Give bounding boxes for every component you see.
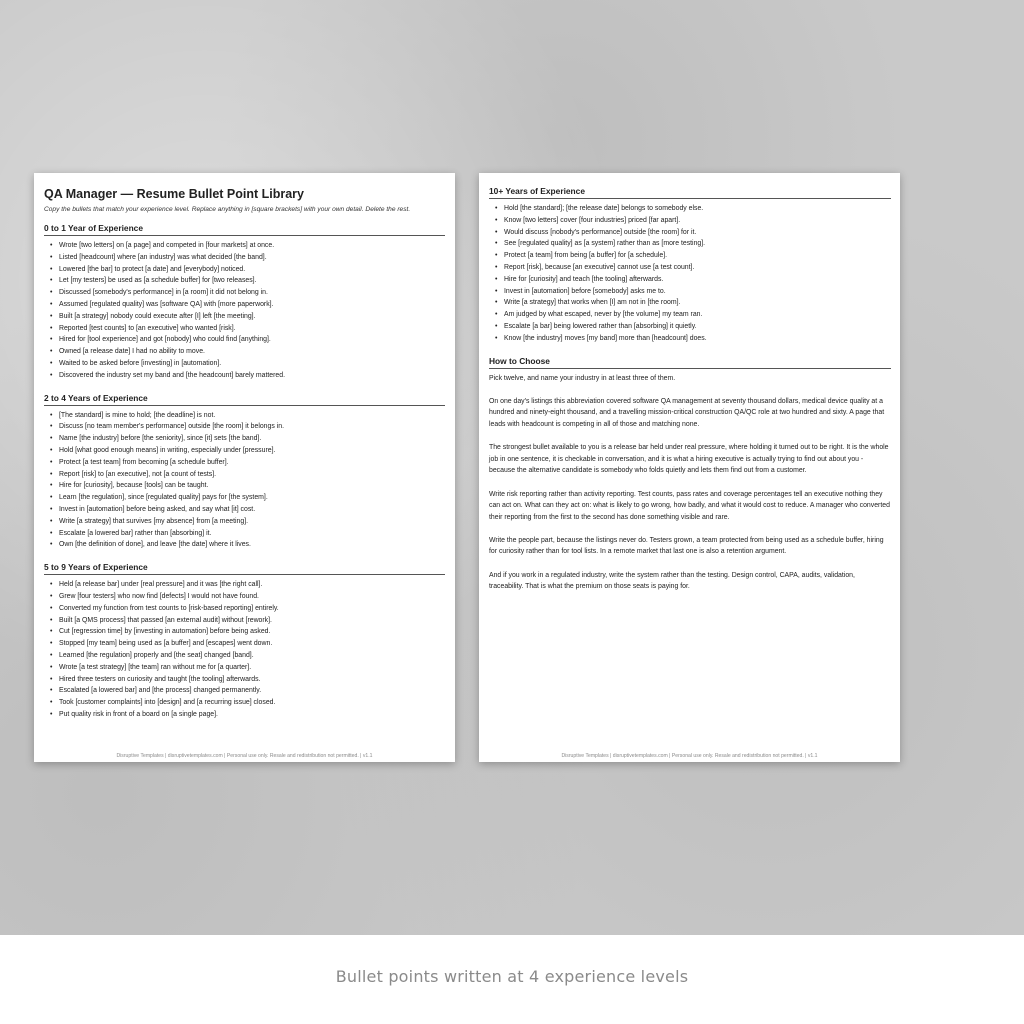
document-instructions: Copy the bullets that match your experience level. Replace anything in [square brackets] with your own detail. Delete the rest. (44, 206, 411, 213)
bullet-item: • Report [risk], because [an executive] cannot use [a test count]. (495, 262, 891, 274)
bullet-item: • Grew [four testers] who now find [defects] I would not have found. (50, 591, 445, 603)
page-footer: Disruptive Templates | disruptivetemplates.com | Personal use only. Resale and redistribution not permitted. | v1.1 (561, 753, 818, 759)
bullet-item: • Hire for [curiosity], because [tools] can be taught. (50, 480, 445, 492)
bullet-item: • Reported [test counts] to [an executive] who wanted [risk]. (50, 323, 445, 335)
section-heading-10-plus-years: 10+ Years of Experience (489, 186, 891, 199)
bullet-item: • Put quality risk in front of a board on [a single page]. (50, 709, 445, 721)
bullet-item: • Assumed [regulated quality] was [software QA] with [more paperwork]. (50, 299, 445, 311)
bullet-item: • Own [the definition of done], and leave [the date] where it lives. (50, 539, 445, 551)
guidance-paragraph: On one day's listings this abbreviation covered software QA management at seventy thousand dollars, medical device quality at a hundred and ninety-eight thousand, and a travelling mission-critical construction QA/QC role at two hundred and sixty. A page that leads with headcount is competing in all of those and matching none. (489, 397, 885, 428)
bullet-item: • Discuss [no team member's performance] outside [the room] it belongs in. (50, 421, 445, 433)
guidance-paragraph: Write risk reporting rather than activity reporting. Test counts, pass rates and coverage percentages tell an executive nothing they can act on. What can they act on: what is likely to go wrong, how badly, and what it would cost to reduce. A manager who converted their reporting from the first to the second has done something visible and rare. (489, 490, 890, 521)
bullet-item: • Escalate [a bar] being lowered rather than [absorbing] it quietly. (495, 321, 891, 333)
bullet-item: • Invest in [automation] before [somebody] asks me to. (495, 286, 891, 298)
bullet-item: • Let [my testers] be used as [a schedule buffer] for [two releases]. (50, 275, 445, 287)
section-heading-5-9-years: 5 to 9 Years of Experience (44, 562, 445, 575)
bullet-item: • Listed [headcount] where [an industry] was what decided [the band]. (50, 252, 445, 264)
bullet-item: • Protect [a test team] from becoming [a schedule buffer]. (50, 457, 445, 469)
bullet-item: • Took [customer complaints] into [design] and [a recurring issue] closed. (50, 697, 445, 709)
bullet-item: • Know [the industry] moves [my band] more than [headcount] does. (495, 333, 891, 345)
bullet-item: • [The standard] is mine to hold; [the deadline] is not. (50, 410, 445, 422)
page-footer: Disruptive Templates | disruptivetemplates.com | Personal use only. Resale and redistribution not permitted. | v1.1 (116, 753, 373, 759)
bullet-item: • Protect [a team] from being [a buffer] for [a schedule]. (495, 250, 891, 262)
bullet-item: • Discovered the industry set my band and [the headcount] barely mattered. (50, 370, 445, 382)
bullet-item: • Know [two letters] cover [four industries] priced [far apart]. (495, 215, 891, 227)
bullet-item: • Hired three testers on curiosity and taught [the tooling] afterwards. (50, 674, 445, 686)
bullet-item: • Report [risk] to [an executive], not [a count of tests]. (50, 469, 445, 481)
bullet-item: • Cut [regression time] by [investing in automation] before being asked. (50, 626, 445, 638)
guidance-paragraph: Write the people part, because the listings never do. Testers grown, a team protected from being used as a schedule buffer, hiring for curiosity rather than for tool lists. In a remote market that last one is also a retention argument. (489, 536, 884, 556)
bullet-item: • Write [a strategy] that works when [I] am not in [the room]. (495, 297, 891, 309)
bullet-item: • Escalated [a lowered bar] and [the process] changed permanently. (50, 685, 445, 697)
bullet-item: • Waited to be asked before [investing] in [automation]. (50, 358, 445, 370)
bullet-item: • Built [a QMS process] that passed [an external audit] without [rework]. (50, 615, 445, 627)
bullet-item: • Owned [a release date] I had no ability to move. (50, 346, 445, 358)
guidance-paragraph: The strongest bullet available to you is a release bar held under real pressure, where holding it turned out to be right. It is the whole job in one sentence, it is checkable in conversation, and it is what a hiring executive is actually trying to find out about you - because the alternative candidate is somebody who folds quietly and lets them find out from a customer. (489, 444, 889, 475)
bullet-item: • Am judged by what escaped, never by [the volume] my team ran. (495, 309, 891, 321)
bullet-item: • Hold [the standard]; [the release date] belongs to somebody else. (495, 203, 891, 215)
bullet-item: • Converted my function from test counts to [risk-based reporting] entirely. (50, 603, 445, 615)
bullet-list-2-4-years (44, 410, 445, 552)
bullet-item: • Stopped [my team] being used as [a buffer] and [escapes] went down. (50, 638, 445, 650)
bullet-item: • Hold [what good enough means] in writing, especially under [pressure]. (50, 445, 445, 457)
bullet-item: • Discussed [somebody's performance] in [a room] it did not belong in. (50, 287, 445, 299)
document-page-1 (34, 173, 455, 762)
bullet-item: • Wrote [a test strategy] [the team] ran without me for [a quarter]. (50, 662, 445, 674)
caption-band (0, 935, 1024, 1024)
bullet-item: • Hire for [curiosity] and teach [the tooling] afterwards. (495, 274, 891, 286)
bullet-item: • Would discuss [nobody's performance] outside [the room] for it. (495, 227, 891, 239)
bullet-item: • Learned [the regulation] properly and [the seat] changed [band]. (50, 650, 445, 662)
image-caption: Bullet points written at 4 experience levels (335, 967, 689, 986)
bullet-item: • Lowered [the bar] to protect [a date] and [everybody] noticed. (50, 264, 445, 276)
bullet-item: • Name [the industry] before [the seniority], since [it] sets [the band]. (50, 433, 445, 445)
bullet-list-5-9-years (44, 579, 445, 721)
document-page-2 (479, 173, 900, 762)
section-heading-how-to-choose: How to Choose (489, 356, 891, 369)
section-heading-0-1-years: 0 to 1 Year of Experience (44, 223, 445, 236)
bullet-item: • See [regulated quality] as [a system] rather than as [more testing]. (495, 238, 891, 250)
bullet-item: • Held [a release bar] under [real pressure] and it was [the right call]. (50, 579, 445, 591)
bullet-item: • Built [a strategy] nobody could execute after [I] left [the meeting]. (50, 311, 445, 323)
bullet-list-10-plus-years (489, 203, 891, 345)
bullet-list-0-1-years (44, 240, 445, 382)
bullet-item: • Learn [the regulation], since [regulated quality] pays for [the system]. (50, 492, 445, 504)
document-title: QA Manager — Resume Bullet Point Library (44, 187, 305, 201)
bullet-item: • Hired for [tool experience] and got [nobody] who could find [anything]. (50, 334, 445, 346)
bullet-item: • Invest in [automation] before being asked, and say what [it] cost. (50, 504, 445, 516)
bullet-item: • Write [a strategy] that survives [my absence] from [a meeting]. (50, 516, 445, 528)
section-heading-2-4-years: 2 to 4 Years of Experience (44, 393, 445, 406)
guidance-paragraph: And if you work in a regulated industry, write the system rather than the testing. Design control, CAPA, audits, validation, traceability. That is what the premium on those seats is paying for. (489, 571, 855, 591)
guidance-paragraph: Pick twelve, and name your industry in at least three of them. (489, 374, 676, 382)
bullet-item: • Wrote [two letters] on [a page] and competed in [four markets] at once. (50, 240, 445, 252)
bullet-item: • Escalate [a lowered bar] rather than [absorbing] it. (50, 528, 445, 540)
